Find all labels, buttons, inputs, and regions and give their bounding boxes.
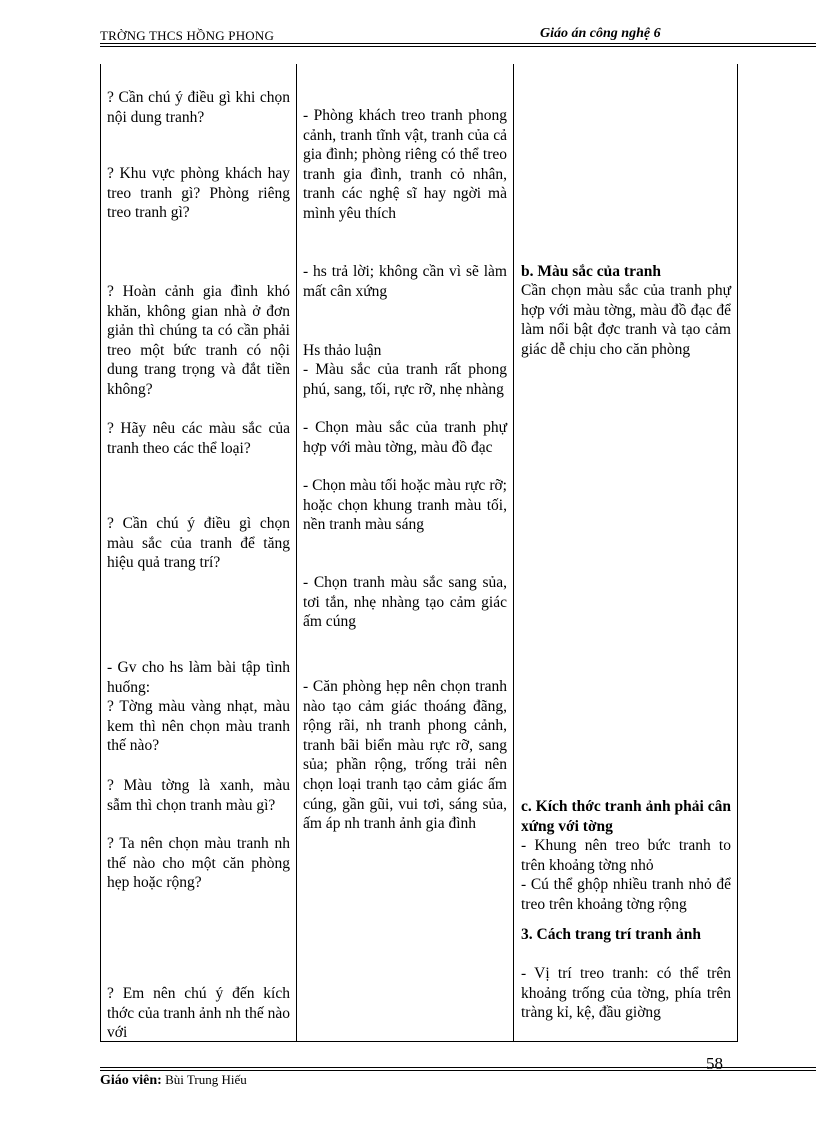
footer-rule: [100, 1067, 816, 1068]
school-name: TRỜNG THCS HỒNG PHONG: [100, 28, 275, 43]
section-c-item: - Cú thể ghộp nhiều tranh nhỏ để treo trên khoảng tờng rộng: [521, 876, 731, 913]
answer-text: - Chọn màu sắc của tranh phự hợp với màu tờng, màu đồ đạc: [303, 419, 507, 456]
header-rule: [100, 43, 816, 44]
footer-rule-double: [100, 1070, 816, 1071]
answer-text: - Chọn màu tối hoặc màu rực rỡ; hoặc chọn khung tranh màu tối, nền tranh màu sáng: [303, 477, 507, 534]
header-rule-double: [100, 46, 816, 47]
page-header: [100, 26, 816, 42]
content-column: [513, 64, 737, 1041]
question-text: ? Hoàn cảnh gia đình khó khăn, không gian nhà ở đơn giản thì chúng ta có cần phải treo một bức tranh có nội dung trang trọng và đắt tiền không?: [107, 283, 290, 398]
lesson-table: [100, 64, 738, 1042]
answer-text: - Chọn tranh màu sắc sang sủa, tơi tắn, nhẹ nhàng tạo cảm giác ấm cúng: [303, 574, 507, 631]
question-text: ? Em nên chú ý đến kích thớc của tranh ảnh nh thế nào với: [107, 985, 290, 1042]
question-text: ? Khu vực phòng khách hay treo tranh gì? Phòng riêng treo tranh gì?: [107, 165, 290, 222]
answer-text: - Căn phòng hẹp nên chọn tranh nào tạo cảm giác thoáng đãng, rộng rãi, nh tranh phong cảnh, tranh bãi biển màu rực rỡ, sang sủa; phần rộng, trống trải nên chọn loại tranh tạo cảm giác ấm cúng, gần gũi, vui tơi, sáng sủa, ấm áp nh tranh ảnh gia đình: [303, 678, 507, 833]
question-text: ? Cần chú ý điều gì khi chọn nội dung tranh?: [107, 89, 290, 126]
answer-text: - Phòng khách treo tranh phong cảnh, tranh tĩnh vật, tranh của cả gia đình; phòng riêng có thể treo tranh gia đình, tranh cỏ nhân, tranh các nghệ sĩ hay ngời mà mình yêu thích: [303, 107, 507, 222]
section-3-text: - Vị trí treo tranh: có thể trên khoảng trống của tờng, phía trên tràng kỉ, kệ, đầu giờng: [521, 965, 731, 1022]
section-b-text: Cần chọn màu sắc của tranh phự hợp với màu tờng, màu đồ đạc để làm nổi bật đợc tranh và tạo cảm giác dễ chịu cho căn phòng: [521, 282, 731, 358]
answer-text: Hs thảo luận: [303, 342, 382, 359]
student-activity-column: [296, 64, 513, 1041]
question-text: ? Tờng màu vàng nhạt, màu kem thì nên chọn màu tranh thế nào?: [107, 698, 290, 755]
answer-text: - Màu sắc của tranh rất phong phú, sang, tối, rực rỡ, nhẹ nhàng: [303, 361, 507, 398]
teacher-activity-column: [101, 64, 295, 1041]
subject-title: Giáo án công nghệ 6: [540, 26, 661, 41]
question-text: ? Cần chú ý điều gì chọn màu sắc của tranh để tăng hiệu quả trang trí?: [107, 515, 290, 572]
question-text: ? Màu tờng là xanh, màu sẫm thì chọn tranh màu gì?: [107, 777, 290, 814]
question-text: ? Ta nên chọn màu tranh nh thế nào cho một căn phòng hẹp hoặc rộng?: [107, 835, 290, 892]
section-3-title: 3. Cách trang trí tranh ảnh: [521, 926, 701, 943]
teacher-name: Bùi Trung Hiếu: [165, 1072, 247, 1087]
teacher-label: Giáo viên:: [100, 1073, 162, 1088]
section-b-title: b. Màu sắc của tranh: [521, 263, 661, 280]
answer-text: - hs trả lời; không cần vì sẽ làm mất cân xứng: [303, 263, 507, 300]
exercise-intro: - Gv cho hs làm bài tập tình huống:: [107, 659, 290, 696]
section-c-item: - Khung nên treo bức tranh to trên khoảng tờng nhỏ: [521, 837, 731, 874]
page-number: 58: [706, 1054, 723, 1073]
question-text: ? Hãy nêu các màu sắc của tranh theo các thể loại?: [107, 420, 290, 457]
section-c-title: c. Kích thớc tranh ảnh phải cân xứng với tờng: [521, 798, 731, 835]
page-footer: [100, 1072, 247, 1089]
